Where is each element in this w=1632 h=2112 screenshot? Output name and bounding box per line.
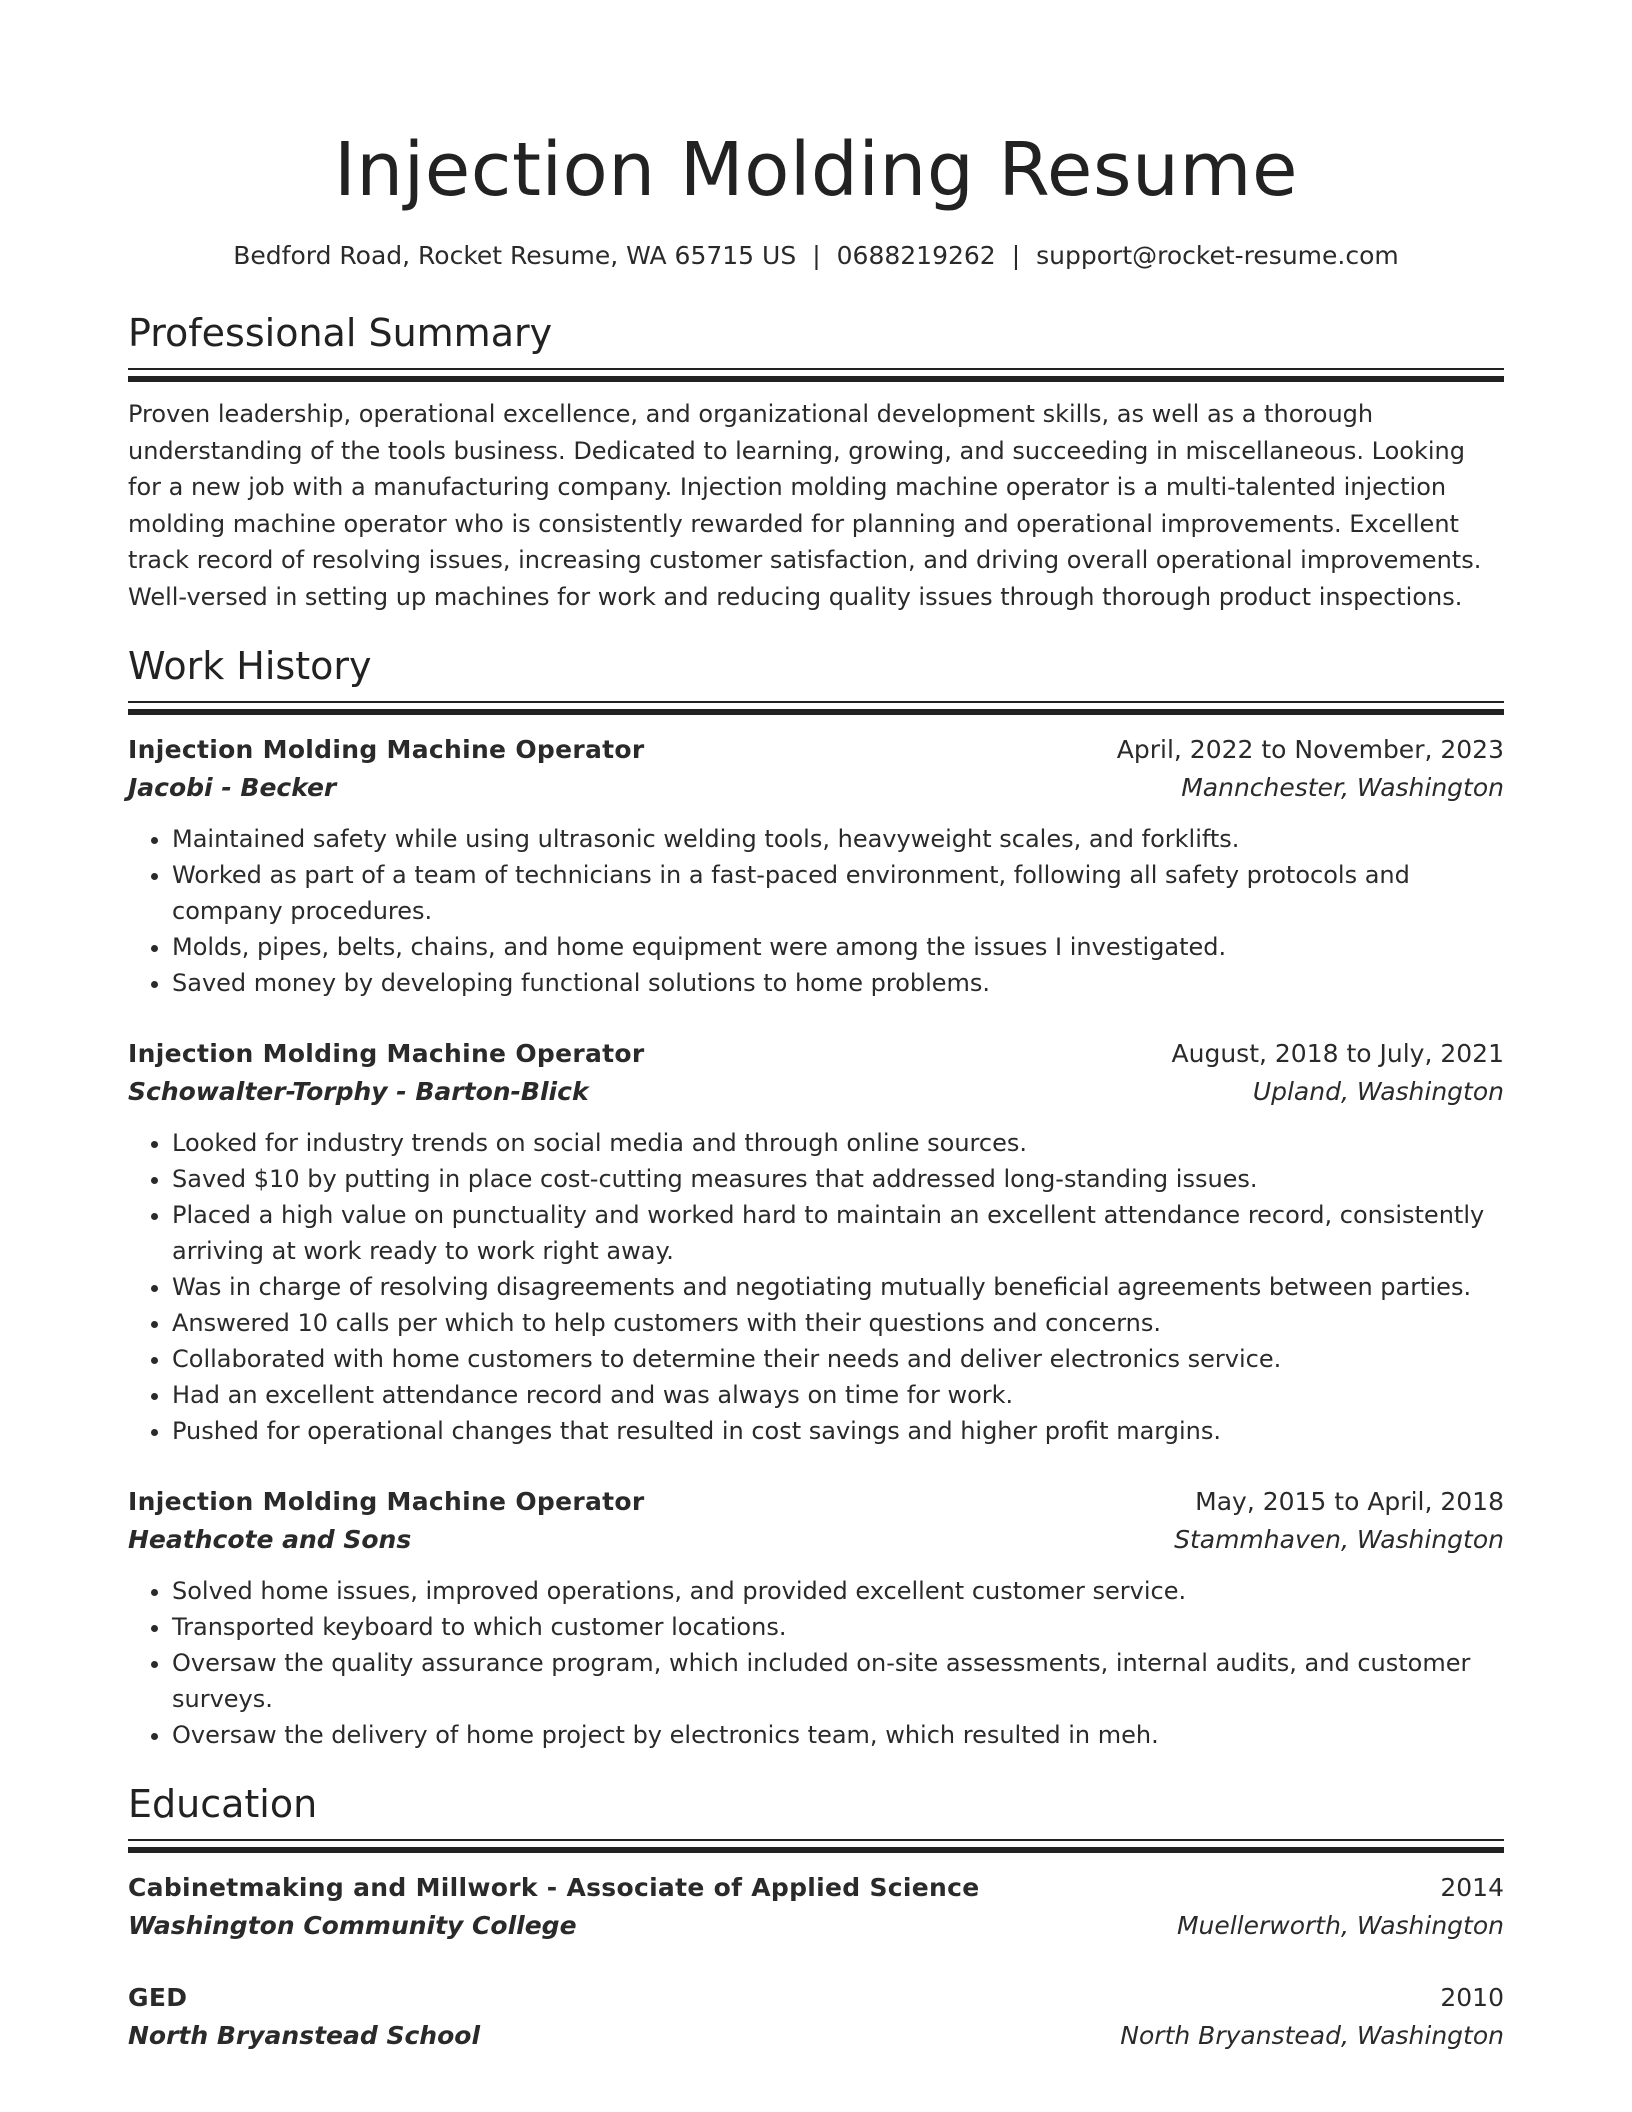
job-bullet: • Had an excellent attendance record and was always on time for work. bbox=[172, 1377, 1504, 1413]
section-title-education: Education bbox=[128, 1782, 318, 1826]
job-bullet: • Solved home issues, improved operations, and provided excellent customer service. bbox=[172, 1573, 1504, 1609]
job-bullet: • Was in charge of resolving disagreements and negotiating mutually beneficial agreements between parties. bbox=[172, 1269, 1504, 1305]
contact-separator: | bbox=[1011, 241, 1021, 270]
education-school: Washington Community College bbox=[128, 1911, 577, 1940]
section-divider bbox=[128, 368, 1504, 382]
job-bullet: • Saved money by developing functional solutions to home problems. bbox=[172, 965, 1504, 1001]
job-bullets bbox=[128, 821, 1504, 1001]
job-company: Heathcote and Sons bbox=[128, 1525, 412, 1554]
job-bullet: • Collaborated with home customers to determine their needs and deliver electronics service. bbox=[172, 1341, 1504, 1377]
job-dates: May, 2015 to April, 2018 bbox=[1195, 1487, 1504, 1516]
job-bullet: • Oversaw the quality assurance program, which included on-site assessments, internal audits, and customer surveys. bbox=[172, 1645, 1504, 1717]
contact-phone: 0688219262 bbox=[836, 241, 996, 270]
job-bullet: • Molds, pipes, belts, chains, and home equipment were among the issues I investigated. bbox=[172, 929, 1504, 965]
resume-title: Injection Molding Resume bbox=[333, 127, 1299, 213]
job-company: Jacobi - Becker bbox=[128, 773, 337, 802]
job-dates: April, 2022 to November, 2023 bbox=[1116, 735, 1504, 764]
contact-line bbox=[128, 238, 1504, 274]
section-divider bbox=[128, 701, 1504, 715]
work-history-section bbox=[128, 641, 1504, 1753]
job-bullet: • Looked for industry trends on social media and through online sources. bbox=[172, 1125, 1504, 1161]
job-bullets bbox=[128, 1573, 1504, 1753]
job-entry bbox=[128, 1483, 1504, 1753]
education-year: 2010 bbox=[1440, 1983, 1504, 2012]
contact-separator: | bbox=[812, 241, 821, 270]
job-title: Injection Molding Machine Operator bbox=[128, 735, 645, 764]
education-section bbox=[128, 1779, 1504, 2055]
section-divider bbox=[128, 1839, 1504, 1853]
job-bullet: • Maintained safety while using ultrasonic welding tools, heavyweight scales, and forklifts. bbox=[172, 821, 1504, 857]
contact-address: Bedford Road, Rocket Resume, WA 65715 US bbox=[233, 241, 797, 270]
job-entry bbox=[128, 1035, 1504, 1449]
job-bullets bbox=[128, 1125, 1504, 1449]
section-title-summary: Professional Summary bbox=[128, 311, 553, 355]
job-title: Injection Molding Machine Operator bbox=[128, 1039, 645, 1068]
job-location: Stammhaven, Washington bbox=[1174, 1525, 1504, 1554]
job-bullet: • Answered 10 calls per which to help customers with their questions and concerns. bbox=[172, 1305, 1504, 1341]
job-company: Schowalter-Torphy - Barton-Blick bbox=[128, 1077, 589, 1106]
education-school: North Bryanstead School bbox=[128, 2021, 481, 2050]
job-title: Injection Molding Machine Operator bbox=[128, 1487, 645, 1516]
job-bullet: • Placed a high value on punctuality and worked hard to maintain an excellent attendance record, consistently arriving at work ready to work right away. bbox=[172, 1197, 1504, 1269]
education-location: North Bryanstead, Washington bbox=[1120, 2021, 1504, 2050]
contact-email: support@rocket-resume.com bbox=[1036, 241, 1399, 270]
job-bullet: • Pushed for operational changes that resulted in cost savings and higher profit margins. bbox=[172, 1413, 1504, 1449]
education-entry bbox=[128, 1869, 1504, 1945]
summary-text: Proven leadership, operational excellence, and organizational development skills, as well as a thorough understanding of the tools business. Dedicated to learning, growing, and succeeding in miscellaneous. Looking for a new job with a manufacturing company. Injection molding machine operator is a multi-talented injection molding machine operator who is consistently rewarded for planning and operational improvements. Excellent track record of resolving issues, increasing customer satisfaction, and driving overall operational improvements. Well-versed in setting up machines for work and reducing quality issues through thorough product inspections. bbox=[128, 400, 1482, 611]
job-location: Mannchester, Washington bbox=[1181, 773, 1504, 802]
job-dates: August, 2018 to July, 2021 bbox=[1171, 1039, 1504, 1068]
education-entry bbox=[128, 1979, 1504, 2055]
education-degree: GED bbox=[128, 1983, 188, 2012]
education-year: 2014 bbox=[1440, 1873, 1504, 1902]
job-location: Upland, Washington bbox=[1252, 1077, 1504, 1106]
section-title-work-history: Work History bbox=[128, 644, 372, 688]
job-bullet: • Worked as part of a team of technicians in a fast-paced environment, following all safety protocols and company procedures. bbox=[172, 857, 1504, 929]
summary-section bbox=[128, 308, 1504, 615]
job-bullet: • Transported keyboard to which customer locations. bbox=[172, 1609, 1504, 1645]
job-entry bbox=[128, 731, 1504, 1001]
job-bullet: • Oversaw the delivery of home project by electronics team, which resulted in meh. bbox=[172, 1717, 1504, 1753]
education-degree: Cabinetmaking and Millwork - Associate of Applied Science bbox=[128, 1873, 980, 1902]
education-location: Muellerworth, Washington bbox=[1176, 1911, 1504, 1940]
job-bullet: • Saved $10 by putting in place cost-cutting measures that addressed long-standing issues. bbox=[172, 1161, 1504, 1197]
